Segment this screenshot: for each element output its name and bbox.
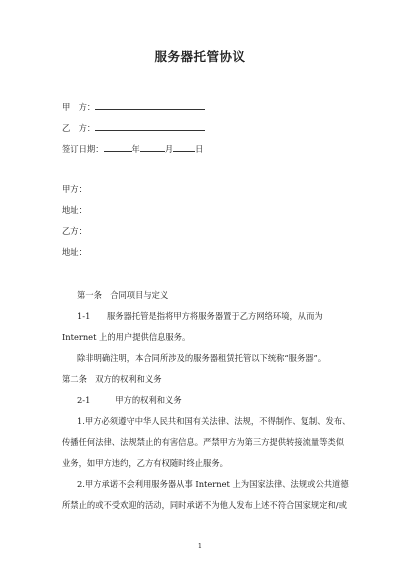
clause-1-1-line-1: 1-1 服务器托管是指将甲方将服务器置于乙方网络环境，从而为 xyxy=(77,311,323,321)
year-blank xyxy=(104,143,132,152)
party-a-label: 甲 方： xyxy=(62,102,96,112)
day-blank xyxy=(173,143,195,152)
document-title: 服务器托管协议 xyxy=(154,49,246,64)
clause-1-1-line-3: 除非明确注明，本合同所涉及的服务器租赁托管以下统称“服务器”。 xyxy=(77,353,327,363)
item-2-line-2: 所禁止的或不受欢迎的活动，同时承诺不为他人发布上述不符合国家规定和/或 xyxy=(62,500,347,510)
item-2-line-1: 2.甲方承诺不会利用服务器从事 Internet 上为国家法律、法规或公共道德 xyxy=(77,479,349,489)
info-party-b: 乙方： xyxy=(62,226,87,236)
info-address-a: 地址： xyxy=(62,205,87,215)
day-label: 日 xyxy=(195,144,204,154)
month-label: 月 xyxy=(164,144,174,154)
clause-2-1-heading: 2-1 甲方的权利和义务 xyxy=(77,395,182,405)
month-blank xyxy=(140,143,165,152)
party-b-label: 乙 方： xyxy=(62,123,96,133)
sign-date-label: 签订日期： xyxy=(62,144,104,154)
item-1-line-3: 业务，如甲方违约，乙方有权随时终止服务。 xyxy=(62,458,228,468)
page-number: 1 xyxy=(197,542,203,550)
info-party-a: 甲方： xyxy=(62,184,87,194)
party-a-line xyxy=(62,101,205,113)
article-2-heading: 第二条 双方的权利和义务 xyxy=(62,374,162,384)
party-b-line xyxy=(62,122,205,134)
party-a-blank xyxy=(95,101,205,110)
clause-1-1-line-2: Internet 上的用户提供信息服务。 xyxy=(62,332,191,342)
item-1-line-1: 1.甲方必须遵守中华人民共和国有关法律、法规，不得制作、复制、发布、 xyxy=(77,416,351,426)
year-label: 年 xyxy=(131,144,140,154)
item-1-line-2: 传播任何法律、法规禁止的有害信息。严禁甲方为第三方提供转接流量等类似 xyxy=(62,437,345,447)
info-address-b: 地址： xyxy=(62,247,87,257)
sign-date-line xyxy=(62,143,203,155)
party-b-blank xyxy=(95,122,205,131)
article-1-heading: 第一条 合同项目与定义 xyxy=(77,290,169,300)
